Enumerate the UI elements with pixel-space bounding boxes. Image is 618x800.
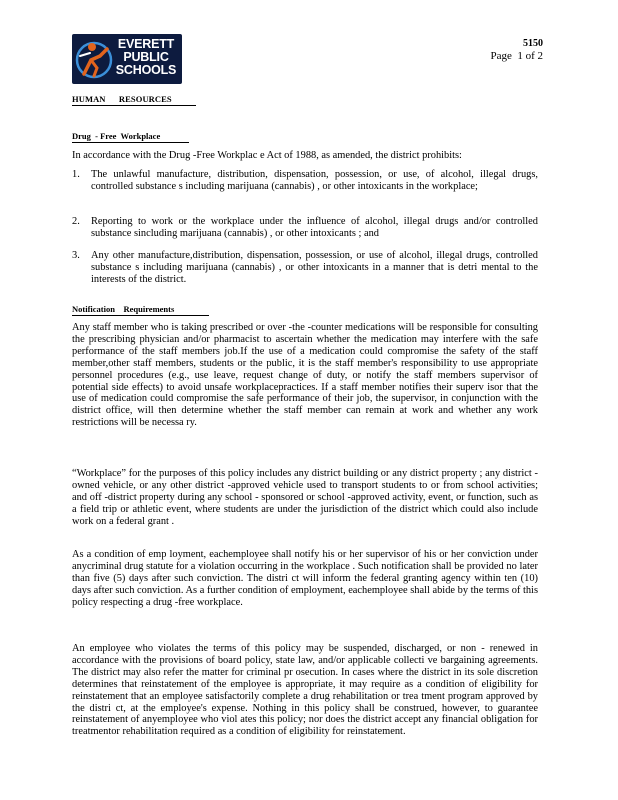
list-item-number: 2. <box>72 216 80 227</box>
logo-line: EVERETT <box>117 37 175 51</box>
logo-wordmark <box>110 38 182 77</box>
district-logo <box>72 34 182 84</box>
logo-line: PUBLIC <box>123 50 169 64</box>
body-paragraph: As a condition of emp loyment, eachemployee shall notify his or her supervisor of his or her conviction under anycriminal drug statute for a violation occurring in the workplace . Such notification shall be provided no later than five (5) days after such conviction. The distri ct will inform the federal granting agency within ten (10) days after such conviction. As a further condition of employment, eachemployee shall abide by the terms of this policy respecting a drug -free workplace. <box>72 549 538 608</box>
page-indicator: Page 1 of 2 <box>490 50 543 62</box>
list-item-text: Reporting to work or the workplace under the influence of alcohol, illegal drugs and/or controlled substance sincluding marijuana (cannabis) , or other intoxicants ; and <box>91 216 538 239</box>
list-item-number: 3. <box>72 250 80 261</box>
section-title-drug-free-workplace: Drug - Free Workplace <box>72 131 189 143</box>
list-item-text: Any other manufacture,distribution, dispensation, possession, or use of alcohol, illegal drugs, controlled substance s including marijuana (cannabis) , or other intoxicants in a manner that is detri mental to the interests of the district. <box>91 250 538 285</box>
intro-paragraph: In accordance with the Drug -Free Workplac e Act of 1988, as amended, the district prohibits: <box>72 150 462 161</box>
policy-number: 5150 <box>523 38 543 49</box>
department-heading: HUMAN RESOURCES <box>72 94 196 106</box>
list-item-number: 1. <box>72 169 80 180</box>
logo-line: SCHOOLS <box>115 63 177 77</box>
list-item-text: The unlawful manufacture, distribution, dispensation, possession, or use, of alcohol, illegal drugs, controlled substance s including marijuana (cannabis) , or other intoxicants in the workplace; <box>91 169 538 192</box>
body-paragraph: An employee who violates the terms of this policy may be suspended, discharged, or non - renewed in accordance with the provisions of board policy, state law, and/or applicable collecti ve bargaining agreements. The district may also refer the matter for criminal pr osecution. In cases where the district in its sole discretion determines that reinstatement of the employee is appropriate, it may require as a condition of eligibility for reinstatement that an employee satisfactorily complete a drug rehabilitation or trea tment program approved by the distri ct, at the employee's expense. Nothing in this policy shall be construed, however, to guarantee reinstatement of anyemployee who viol ates this policy; nor does the district accept any financial obligation for treatmentor rehabilitation required as a condition of eligibility for reinstatement. <box>72 643 538 738</box>
body-paragraph: Any staff member who is taking prescribed or over -the -counter medications will be responsible for consulting the prescribing physician and/or pharmacist to ascertain whether the medication may interfere with the safe performance of the staff members job.If the use of a medication could compromise the safety of the staff member,other staff members, students or the public, it is the staff member's responsibility to use appropriate personnel procedures (e.g., use leave, request change of duty, or notify the staff members supervisor of potential side effects) to avoid unsafe workplacepractices. If a staff member notifies their superv isor that the use of medication could compromise the safe performance of their job, the supervisor, in conjunction with the district office, will then determine whether the staff member can remain at work and whether any work restrictions will be necessa ry. <box>72 322 538 429</box>
section-title-notification-requirements: Notification Requirements <box>72 304 209 316</box>
body-paragraph: “Workplace” for the purposes of this policy includes any district building or any district property ; any district -owned vehicle, or any other district -approved vehicle used to transport students to or from school activities; and off -district property during any school - sponsored or school -approved activity, event, or function, such as a field trip or athletic event, where students are under the jurisdiction of the district which could also include work on a federal grant . <box>72 468 538 527</box>
